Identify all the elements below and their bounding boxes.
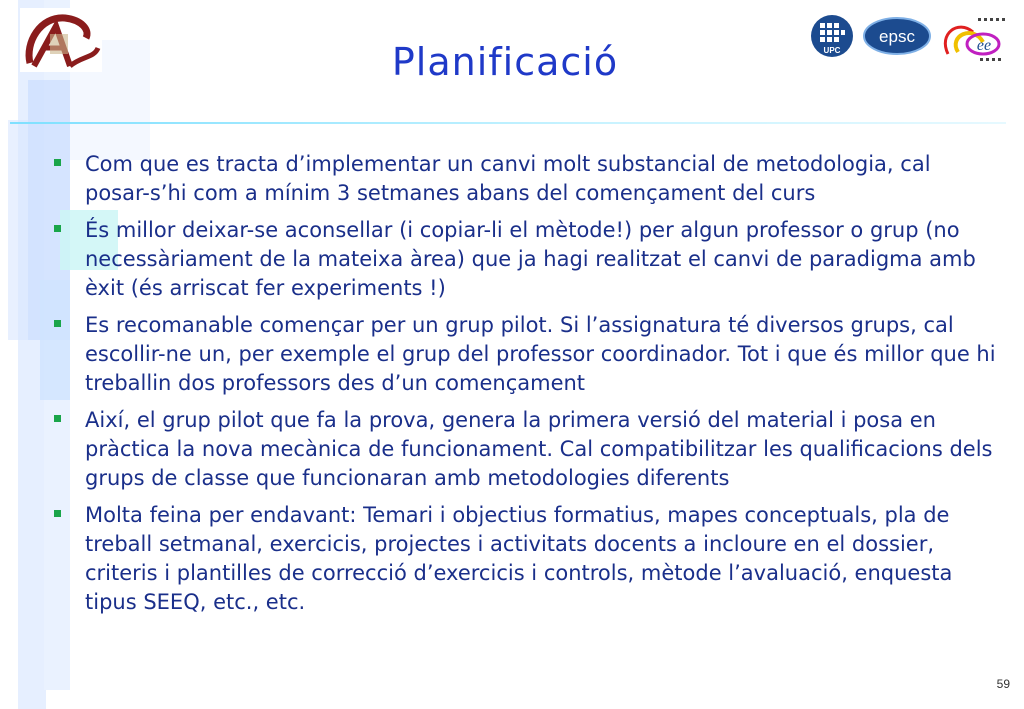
bullet-item [50,216,1000,303]
bullet-text: És millor deixar-se aconsellar (i copiar-li el mètode!) per algun professor o grup (no necessàriament de la mateixa àrea) que ja hagi realitzat el canvi de paradigma amb èxit (és arriscat fer experiments !) [85,218,976,300]
bullet-square-icon [54,510,61,517]
decorative-stripe [8,120,28,340]
bullet-square-icon [54,415,61,422]
bullet-list [50,150,1000,617]
bullet-square-icon [54,320,61,327]
bullet-text: Així, el grup pilot que fa la prova, genera la primera versió del material i posa en pràctica la nova mecànica de funcionament. Cal compatibilitzar les qualificacions dels grups de classe que funcionaran amb metodologies diferents [85,408,993,490]
svg-text:epsc: epsc [879,27,915,46]
bullet-item [50,406,1000,493]
svg-text:ee: ee [976,37,992,54]
svg-text:UPC: UPC [823,46,841,55]
bullet-square-icon [54,225,61,232]
slide-title: Planificació [391,40,619,84]
bullet-text: Molta feina per endavant: Temari i objectius formatius, mapes conceptuals, pla de treball setmanal, exercicis, projectes i activitats docents a incloure en el dossier, criteris i plantilles de correcció d’exercicis i controls, mètode l’avaluació, enquesta tipus SEEQ, etc., etc. [85,503,953,614]
bullet-square-icon [54,159,61,166]
bullet-item [50,150,1000,208]
page-number: 59 [996,677,1010,691]
bullet-text: Com que es tracta d’implementar un canvi molt substancial de metodologia, cal posar-s’hi com a mínim 3 setmanes abans del començament del curs [85,152,931,205]
bullet-item [50,501,1000,617]
bullet-item [50,311,1000,398]
bullet-text: Es recomanable començar per un grup pilot. Si l’assignatura té diversos grups, cal escollir-ne un, per exemple el grup del professor coordinador. Tot i que és millor que hi treballin dos professors des d’un començament [85,313,996,395]
slide-content [50,150,1000,625]
title-divider [10,122,1006,124]
